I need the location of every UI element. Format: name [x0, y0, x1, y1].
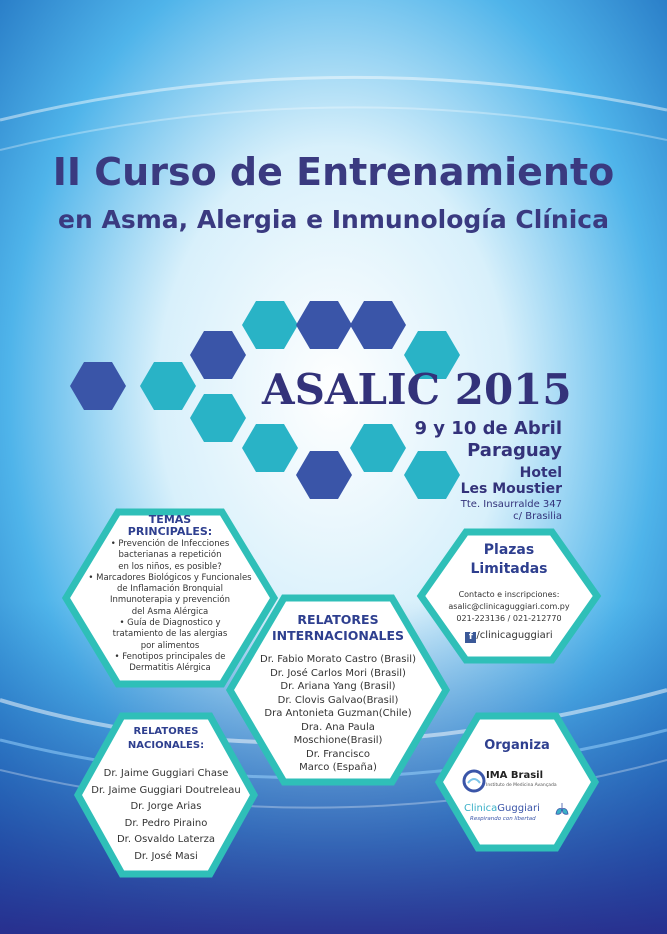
plazas-heading-line1: Plazas [483, 542, 535, 558]
internacionales-list [238, 653, 438, 775]
contact-email[interactable]: asalic@clinicaguggiari.com.py [448, 602, 570, 611]
temas-item: • Prevención de Infecciones [110, 539, 230, 549]
clinica-slogan: Respirando con libertad [470, 816, 536, 822]
speaker-name: Dr. Jaime Guggiari Doutreleau [91, 784, 241, 796]
speaker-name: Dra. Ana Paula [301, 721, 375, 733]
temas-item: • Guía de Diagnostico y [119, 618, 221, 629]
lungs-icon [554, 801, 570, 817]
main-title: II Curso de Entrenamiento [52, 150, 615, 194]
temas-item: • Fenotipos principales de [114, 651, 226, 662]
temas-item: Dermatitis Alérgica [129, 663, 211, 674]
temas-item: en los niños, es posible? [118, 561, 222, 572]
contact-phones: 021-223136 / 021-212770 [456, 614, 562, 623]
contact-label: Contacto e inscripciones: [458, 590, 560, 599]
temas-heading-line2: PRINCIPALES: [127, 525, 213, 538]
nacionales-heading-line2: NACIONALES: [127, 740, 205, 751]
facebook-icon: f [465, 632, 476, 643]
speaker-name: Dr. Ariana Yang (Brasil) [280, 681, 396, 692]
internacionales-heading-line2: INTERNACIONALES [271, 628, 405, 643]
temas-item: • Marcadores Biológicos y Funcionales [88, 572, 252, 583]
speaker-name: Dr. Pedro Piraino [124, 817, 208, 829]
speaker-name: Dr. José Carlos Mori (Brasil) [270, 667, 406, 679]
speaker-name: Dr. Clovis Galvao(Brasil) [277, 694, 399, 706]
ima-logo-sub: Instituto de Medicina Avançada [486, 783, 557, 788]
speaker-name: Dr. Osvaldo Laterza [116, 834, 216, 846]
speaker-name: Dr. José Masi [134, 850, 198, 862]
temas-item: de Inflamación Bronquial [116, 584, 224, 595]
internacionales-heading-line1: RELATORES [297, 612, 379, 627]
nacionales-content [102, 725, 230, 753]
temas-item: Inmunoterapia y prevención [109, 595, 231, 606]
event-country: Paraguay [467, 440, 562, 461]
address-line2: c/ Brasilia [513, 511, 562, 522]
speaker-name: Moschione(Brasil) [293, 735, 383, 746]
nacionales-list [82, 766, 250, 866]
temas-item: del Asma Alérgica [131, 606, 209, 617]
organiza-heading: Organiza [484, 738, 550, 753]
ima-logo-icon [462, 769, 486, 793]
facebook-link[interactable] [440, 629, 578, 643]
temas-content [96, 514, 244, 538]
plazas-heading-line2: Limitadas [470, 561, 548, 577]
ima-brasil-logo [458, 769, 576, 795]
address-line1: Tte. Insaurralde 347 [460, 499, 562, 510]
clinica-guggiari-logo [458, 803, 576, 831]
plazas-content [440, 541, 578, 643]
speaker-name: Dr. Jaime Guggiari Chase [103, 768, 229, 779]
organiza-content [458, 738, 576, 831]
event-dates: 9 y 10 de Abril [414, 418, 562, 439]
speaker-name: Marco (España) [299, 762, 377, 773]
temas-item: bacterianas a repetición [118, 550, 222, 561]
ima-logo-name: IMA Brasil [486, 770, 544, 781]
temas-item: por alimentos [140, 640, 200, 651]
venue-line1: Hotel [519, 465, 562, 481]
speaker-name: Dr. Fabio Morato Castro (Brasil) [260, 654, 416, 665]
speaker-name: Dr. Francisco [306, 748, 370, 760]
nacionales-heading-line1: RELATORES [133, 726, 199, 737]
clinica-logo-name: ClinicaGuggiari [464, 803, 540, 814]
temas-item: tratamiento de las alergias [112, 629, 228, 640]
venue-line2: Les Moustier [460, 481, 562, 497]
internacionales-content [252, 612, 424, 644]
speaker-name: Dr. Jorge Arias [130, 801, 202, 813]
event-name: ASALIC 2015 [262, 365, 572, 414]
speaker-name: Dra Antonieta Guzman(Chile) [264, 708, 412, 719]
facebook-handle: /clinicaguggiari [476, 630, 553, 641]
temas-heading-line1: TEMAS [148, 513, 192, 526]
subtitle: en Asma, Alergia e Inmunología Clínica [58, 205, 609, 234]
